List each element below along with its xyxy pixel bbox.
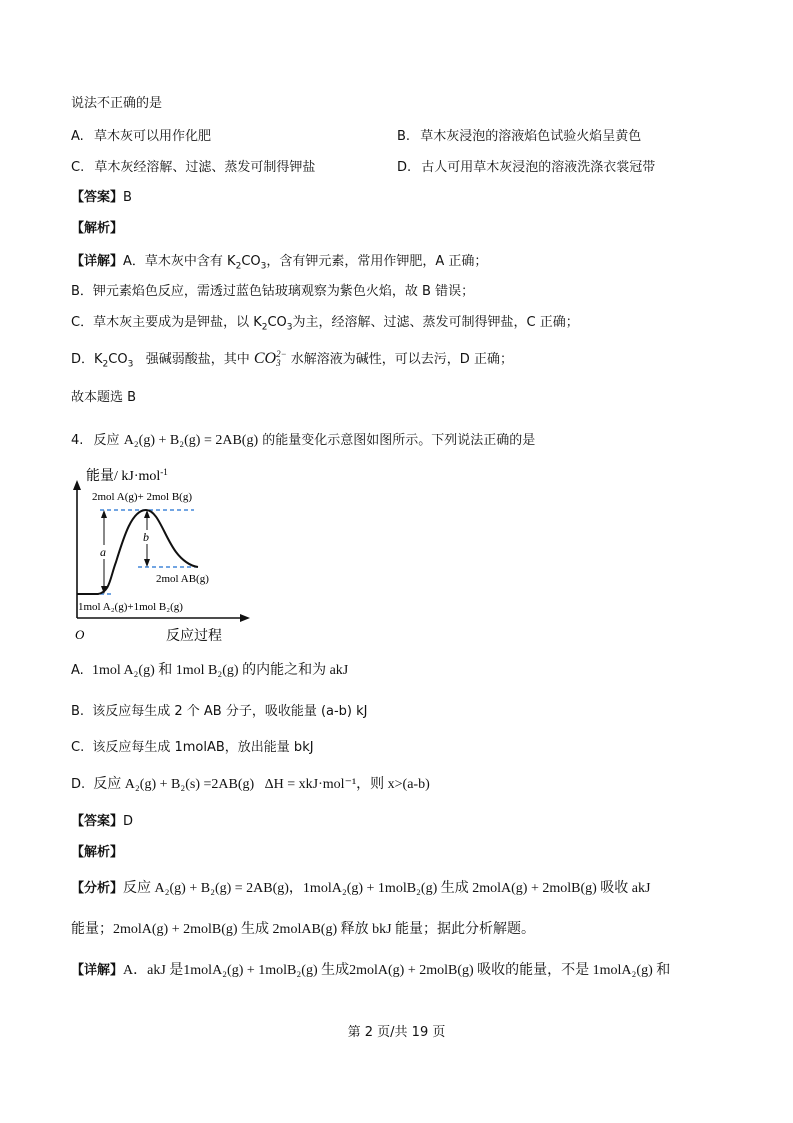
answer-value: D xyxy=(123,814,134,829)
detail-text: 水解溶液为碱性，可以去污，D 正确； xyxy=(286,352,513,367)
option-b[interactable] xyxy=(71,703,368,721)
conclusion: 故本题选 B xyxy=(71,390,137,405)
analysis-tag: 【解析】 xyxy=(71,845,124,860)
detail-text: A．akJ 是1molA₂(g) + 1molB₂(g) 生成2molA(g) + 2molB(g) 吸收的能量，不是 1molA₂(g) 和 xyxy=(123,963,671,978)
carbonate-ion xyxy=(254,350,287,367)
detail-text: 强碱弱酸盐，其中 xyxy=(133,352,254,367)
option-text: 古人可用草木灰浸泡的溶液洗涤衣裳冠带 xyxy=(421,160,656,175)
detail-line-b: B．钾元素焰色反应，需透过蓝色钴玻璃观察为紫色火焰，故 B 错误； xyxy=(71,284,475,299)
label-b: b xyxy=(143,530,149,544)
y-axis-label-sup: -1 xyxy=(160,467,168,477)
detail-tag: 【详解】 xyxy=(71,254,124,269)
option-letter: D. xyxy=(397,160,412,175)
reaction-equation: A₂(g) + B₂(g) = 2AB(g) xyxy=(123,433,259,448)
option-letter: A. xyxy=(71,129,84,144)
detail-line-a xyxy=(71,253,487,276)
subscript: 2 xyxy=(235,261,242,272)
y-axis-label xyxy=(86,467,168,484)
detail-text: CO xyxy=(241,254,261,269)
option-a[interactable] xyxy=(71,662,348,680)
detail-text: CO xyxy=(267,315,287,330)
option-text: 该反应每生成 1molAB，放出能量 bkJ xyxy=(92,740,314,755)
stem-text: 的能量变化示意图如图所示。下列说法正确的是 xyxy=(258,433,536,448)
origin-label: O xyxy=(75,627,85,642)
stem-text: 反应 xyxy=(93,433,124,448)
superscript: 2− xyxy=(276,349,287,360)
page-footer: 第 2 页/共 19 页 xyxy=(347,1025,446,1040)
subscript: 3 xyxy=(127,359,134,370)
arrow-a-head xyxy=(101,510,107,518)
option-letter: B. xyxy=(71,704,85,719)
subscript: 3 xyxy=(260,261,267,272)
detail-text: D．K xyxy=(71,352,103,367)
option-d[interactable] xyxy=(71,776,430,794)
detail-line-d xyxy=(71,350,513,374)
detail-text: 为主，经溶解、过滤、蒸发可制得钾盐，C 正确； xyxy=(292,315,579,330)
analysis-text: 反应 A₂(g) + B₂(g) = 2AB(g)，1molA₂(g) + 1molB₂(g) 生成 2molA(g) + 2molB(g) 吸收 akJ xyxy=(123,881,651,896)
label-a: a xyxy=(100,545,106,559)
detail-text: CO xyxy=(108,352,128,367)
option-text: 反应 A₂(g) + B₂(s) =2AB(g) ΔH = xkJ·mol⁻¹，则 x>(a-b) xyxy=(93,777,430,792)
y-axis-label-text: 能量/ kJ·mol xyxy=(86,469,161,484)
detail-text: C．草木灰主要成为是钾盐，以 K xyxy=(71,315,262,330)
subscript: 3 xyxy=(276,358,281,369)
y-axis-arrow xyxy=(73,480,81,490)
option-letter: C. xyxy=(71,740,85,755)
answer-line xyxy=(71,813,133,831)
question-number: 4. xyxy=(71,433,84,448)
detail-text: ，含有钾元素，常用作钾肥，A 正确； xyxy=(266,254,488,269)
analysis-tag: 【解析】 xyxy=(71,221,124,236)
option-c[interactable] xyxy=(71,159,315,177)
answer-tag: 【答案】 xyxy=(71,814,124,829)
subscript: 2 xyxy=(261,322,268,333)
option-letter: A. xyxy=(71,663,84,678)
option-letter: C. xyxy=(71,160,85,175)
option-a[interactable] xyxy=(71,128,211,146)
x-axis-label: 反应过程 xyxy=(166,629,222,644)
x-axis-arrow xyxy=(240,614,250,622)
reactant-level-label: 1mol A₂(g)+1mol B₂(g) xyxy=(78,601,183,613)
question-4-stem xyxy=(71,432,535,450)
option-d[interactable] xyxy=(397,159,655,177)
ion-symbol: CO xyxy=(253,350,277,367)
detail-line-c xyxy=(71,314,579,337)
analysis-subtag: 【分析】 xyxy=(71,881,124,896)
option-letter: D. xyxy=(71,777,86,792)
option-text: 草木灰经溶解、过滤、蒸发可制得钾盐 xyxy=(94,160,316,175)
option-letter: B. xyxy=(397,129,411,144)
detail-tag: 【详解】 xyxy=(71,963,124,978)
option-b[interactable] xyxy=(397,128,641,146)
option-text: 草木灰浸泡的溶液焰色试验火焰呈黄色 xyxy=(420,129,642,144)
answer-line xyxy=(71,189,132,207)
subscript: 2 xyxy=(102,359,109,370)
option-c[interactable] xyxy=(71,739,314,757)
detail-line-1 xyxy=(71,962,670,980)
option-text: 草木灰可以用作化肥 xyxy=(93,129,211,144)
analysis-line-2: 能量；2molA(g) + 2molB(g) 生成 2molAB(g) 释放 bkJ 能量；据此分析解题。 xyxy=(71,922,536,937)
detail-text: A．草木灰中含有 K xyxy=(123,254,236,269)
answer-value: B xyxy=(123,190,132,205)
transition-level-label: 2mol A(g)+ 2mol B(g) xyxy=(92,491,193,503)
energy-diagram xyxy=(72,466,272,646)
answer-tag: 【答案】 xyxy=(71,190,124,205)
analysis-line-1 xyxy=(71,880,650,898)
product-level-label: 2mol AB(g) xyxy=(156,573,209,585)
option-text: 该反应每生成 2 个 AB 分子，吸收能量 (a-b) kJ xyxy=(92,704,368,719)
option-text: 1mol A₂(g) 和 1mol B₂(g) 的内能之和为 akJ xyxy=(91,663,349,678)
subscript: 3 xyxy=(286,322,293,333)
arrow-b-tail xyxy=(144,559,150,567)
question-stem-tail: 说法不正确的是 xyxy=(71,96,163,111)
